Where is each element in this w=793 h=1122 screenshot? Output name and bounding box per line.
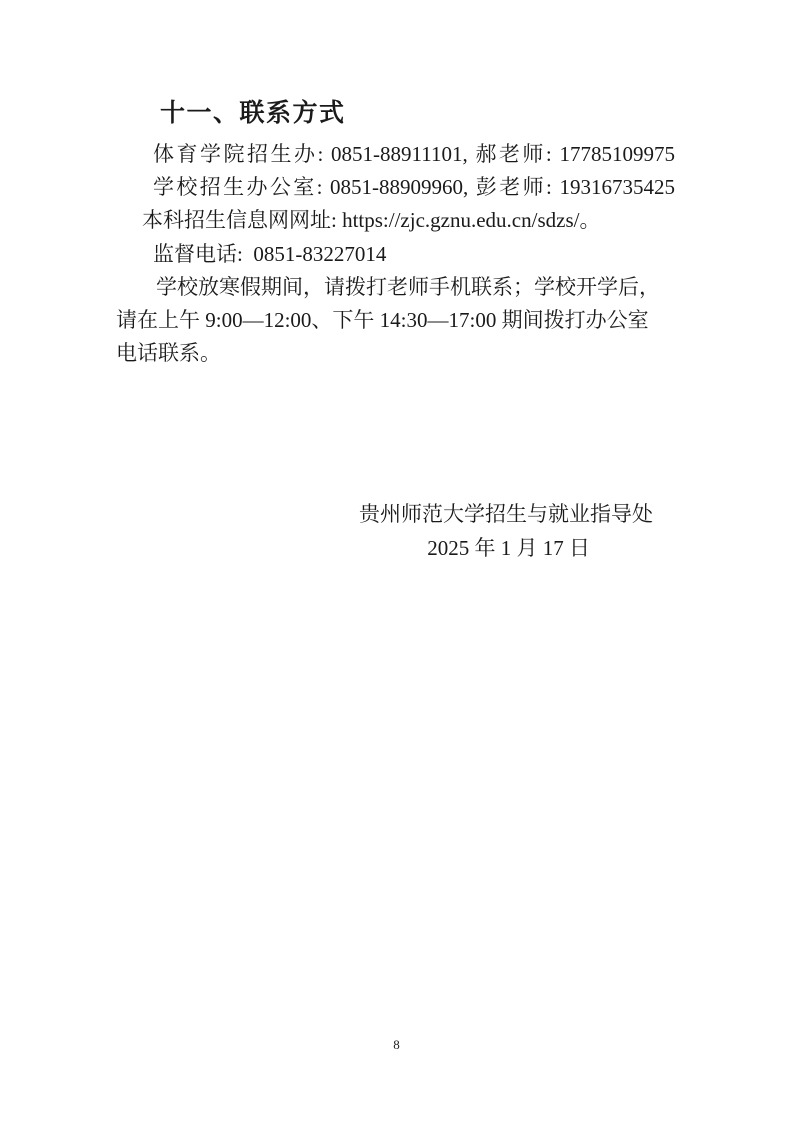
contact-line-supervision-phone: 监督电话: 0851-83227014 xyxy=(153,241,387,266)
notice-line: 请在上午 9:00—12:00、下午 14:30—17:00 期间拨打办公室 xyxy=(116,308,649,333)
page-number: 8 xyxy=(393,1037,400,1052)
notice-line: 电话联系。 xyxy=(116,341,221,366)
contact-line-school-admissions: 学校招生办公室: 0851-88909960, 彭老师: 19316735425 xyxy=(153,175,675,200)
signature-organization: 贵州师范大学招生与就业指导处 xyxy=(359,502,653,527)
contact-line-website-url: 本科招生信息网网址: https://zjc.gznu.edu.cn/sdzs/。 xyxy=(142,208,601,233)
notice-line: 学校放寒假期间，请拨打老师手机联系；学校开学后， xyxy=(156,274,660,299)
section-heading: 十一、联系方式 xyxy=(160,99,346,127)
signature-date: 2025 年 1 月 17 日 xyxy=(427,535,590,560)
contact-line-sports-admissions: 体育学院招生办: 0851-88911101, 郝老师: 17785109975 xyxy=(153,142,675,166)
